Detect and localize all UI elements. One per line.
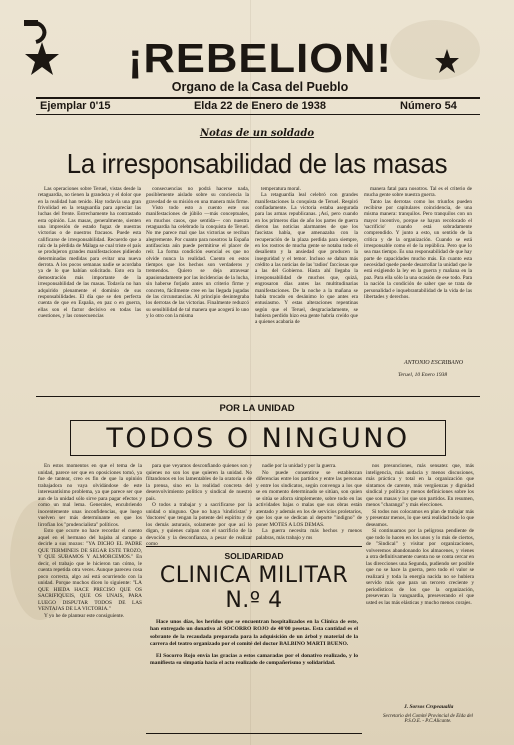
top-rule [36, 97, 480, 99]
article-paragraph: Esto que ocurre no hace recordar el cuento aquel en el hermano del bajaba al campo a decirle a sus mozos: "YA DICHO EL PADRE QUE TERMINEIS DE SEGAR ESTE TROZO, Y QUE SUBAMOS Y ALMORCEMOS." En decir, el trabajo que le hicieron tan cómo, le cuenta repetida otra veces. Aunque pareceu cosa poco correcta, algo así está ocurriendo con la unidad. Porque muchos dicen lo siguiente: "LA QUE HIEDA HACE PRECISO QUE OS SACRIFIQUEIS, QUE OS UNAIS, PARA LUEGO DISPUTAR TODOS DE LAS VENTAJAS DE LA VICTORIA." [38, 528, 142, 612]
article-headline: La irresponsabilidad de las masas [66, 148, 448, 179]
article-column [256, 463, 362, 543]
article-paragraph: La retaguardia leal celebró con grandes manifestaciones la conquista de Teruel. Respiró confiadamente. La victoria estaba asegurada para las armas republicanas. ¡Así, pero cuando en los primeros días de año los partes de guerra dieron las noticias alarmantes de que los fascistas había, que amenazaba con la recuperación de la plaza perdida para siempre, en los rostros de mucha gente se notaba todo el desaliento y la ansiedad que producen la inseguridad y el temor. Incluso se daban más crédito a las noticias de las 'radios' facciosas que a las del Gobierno. Hasta ahí llegaba la irresponsabilidad de muchos que, quizá, engrosaron días antes las multitudinarias manifestaciones. De la noche a la mañana se había trocado en desánimo lo que antes era entusiasmo. Y estas alteraciones repentinas según que el Teruel, desgraciadamente, se hubiera perdido hizo esa gente habría creído que a quienes acabaria de [255, 192, 358, 326]
issue-number: Número 54 [400, 100, 457, 112]
article-paragraph: La guerra necesita más hechos y menos palabras, más trabajo y ms [256, 528, 362, 541]
article-column [255, 186, 358, 396]
section-rule [36, 396, 480, 397]
article-column [38, 463, 142, 728]
article-paragraph: Y yo he de plantear este consiguiente. [44, 612, 125, 619]
article-paragraph: En estos momentos en que el tema de la unidad, parece ser que en oposiciones tomó, ya fue de tantear, creo es fin de que la opinión trabajadora no vaya olvidándose de este interesantísimo problema, ya que parece ser que aun de la unidad sólo sirve para pagar efectos y como un mal lema. Generales, encubriendo inocentemente unas inconfidencias, que luego vuelven ser más determinante en que los lirrofían los "prudencialista" políticos. [38, 463, 142, 528]
article-column [366, 463, 474, 699]
signature-role: Secretario del Comité Provincial de Elda del P.S.O.E. - P.C.Alicante. [383, 714, 473, 724]
star-icon [434, 48, 460, 74]
article-paragraph: Las operaciones sobre Teruel, vistas desde la retaguardia, no tienen la grandeza y el dolor que en la realidad han tenido. Hay todavía una gran frivolidad en la retaguardia para apreciar las luchas del frente. Estrechamente ha contrastado esta opinión. Las masas, generalmente, sienten una impresión de estado fugaz de nuestras victorias o de nuestros fracasos. Puede esta calificarse de irresponsabilidad. Recuerdo que a raíz de la pérdida de Málaga se cual triste el país se produjeron grandes manifestaciones pidiendo determinadas medidas para evitar una nueva derrota. A los pocos semanas nadie se acordaba ya de lo que habían solicitado. Esto era la demostración más importante de la irresponsabilidad de las masas. Todavía no han adquirido plenamente el dominio de sus responsabilidades. El día que se den perfecta cuenta de que en España, en paz o en guerra, ellas son el factor decisivo en todas las cuestiones, y las consecuencias [38, 186, 141, 319]
section-label: POR LA UNIDAD [219, 403, 295, 414]
solidarity-box [146, 546, 362, 734]
article-paragraph: temperatura moral. [261, 186, 301, 192]
article-paragraph: Si continuamos por la peligrosa pendiente de que todo lo hacen en los unos y lo más de ciertos, de "Sindical" y visitar por organizaciones, volveremos abandonando los almacenes, y vienes a otra definitivamente cuenta no se conta cercar en las direcciones una Segunda, pudiendo ser posible que no se hace la guerra, pero todo el valor se realizará y toda la energía nacida no se hubiera servido más que para un tercero creciente y periodísticos de los que la organización, preseveran la vanguardia, preseverando el que usted es las más elásticas y mucho menos corajes. [366, 528, 474, 606]
box-label: SOLIDARIDAD [224, 551, 284, 561]
masthead-subtitle: Organo de la Casa del Pueblo [171, 80, 349, 94]
hammer-sickle-star-icon [18, 18, 66, 78]
article-signature: J. Sorsos Crspeaualla [404, 704, 454, 710]
article-kicker: Notas de un soldado [199, 128, 315, 139]
article-paragraph: Visto todo esto a cuento este sus manifestaciones de júbilo —más conceptuales, en muchos casos, que sentida— con nuestra retaguardia ha celebrado la conquista de Teruel. No me parece mal que las victorias se reciban alegremente. Por cuanto para nosotros la España antifascista aún puede permitirse el placer de reír. La forma condición esencial es que no olvide nunca la realidad. Cuento en estos tiempos que los hechos son verdaderos y tremendos. Quiero se deja atravesar apasionadamente por las incidencias de la lucha, sin haberse forjado antes un criterio firme y concreto, fácilmente cree en las llegada jugadas de las circunstancias. Al principio desintegraba los derrotas de las victorias. Finalmente reduzcó su sensibilidad de tal manera que acogerá lo uno y lo otro con la misma [146, 205, 249, 319]
article-paragraph: manera fatal para nosotros. Tal es el criterio de mucha gente sobre nuestra guerra. [364, 186, 472, 199]
article-paragraph: Tanto las derrotas como los triunfos pueden recibirse por capitulares coincidencia, de una misma manera: tranquilos. Pero tranquilos con un mayor incentivo, porque se hayan recolocado el 'sacrificio' cuando está sobradamente comprendido. Y junto a esto, un sentido de la crítica y de la organización. Cuando se está irresponsable como el de la república. Pero que lo sea mas tiempo. Es una responsabilidad de que hay parte de capacidades mucho más. En cuanto esta necesidad quede puede desarrollar la unidad que le está exigiendo la ley en la guerra y mañana en la paz. Para ella sólo la una ocasión de ese todo. Para la nación la condición de saber que se trata de personalidad e inquebrantabilidad de la vida de las libertades y derechos. [364, 198, 472, 300]
article-paragraph: para que veyamos desconfiando quienes son y quienes no son los que quieren la unidad. No filtandonos en los lamentables de la oratoria o de la prensa, sino en la realidad concreta del desenvolvimiento político y sindical de nuestro país. [146, 463, 252, 502]
article-paragraph: consecuencias no podrá hacerse nada, posiblemente aislado sobre su conciencia la gravedad de su misión en una manera más firme. [146, 186, 249, 205]
box-title: CLINICA MILITAR N.º 4 [159, 563, 349, 613]
article-paragraph: O todos a trabajar y a sacrificarse por la unidad o ninguno. Que no haya 'sindicistas' y 'doctores' que tengan la potente del espíritu y de los demás asturasis, solamente por que así lo digan, y quienes calpan con el sacrificio de la devoción y la desconfianza, a pesar de realizar como [146, 502, 252, 547]
article-column [146, 186, 249, 396]
article-column [146, 463, 252, 547]
article-signature: ANTONIO ESCRIBANO [404, 360, 464, 366]
price: Ejemplar 0'15 [40, 100, 111, 112]
box-text [150, 619, 358, 667]
article-paragraph: nos presunciones, más sensatez que, más inteligencia, más audacia y menos discusiones, más práctica y total en la organización que sintamos de carente, más vergüenzas y dignidad sindical y política y menos definiciones sobre los que son masas y los que son partidos. En resumen, menos "charanga" y más elecciones. [366, 463, 474, 508]
box-paragraph: Hace unos días, los heridos que se encuentran hospitalizados en la Clínica de este, han entregado un donativo al SOCORRO ROJO de 40'00 pesetas. Esta cantidad es el sobrante de la recaudada preparada para la adquisición de un árbol y material de la carrera del teatro organizado por el comité del doctor BALBINO MARTI BUENO. [150, 619, 358, 648]
signature-place: Teruel, 10 Enero 1938 [398, 372, 448, 378]
article-paragraph: nadie por la unidad y por la guerra. [262, 463, 337, 469]
article-paragraph: No puede consentirse se establezcan diferencias entre los partidos y entre las personas y entre los sindicatos, según convenga a los que se en momento determinado se sitúan, son quien se sitúa se aforra simplemente, sobre todo en las actividades bajas o malas que sus obras están atentado y además en los de servicios proletarios, que los que se dedican al deporte "indigno" de poner MOTES A LOS DEMAS. [256, 469, 362, 528]
masthead-title: ¡REBELION! [127, 35, 393, 81]
info-rule [36, 114, 480, 115]
box-paragraph: El Socorro Rojo envía las gracias a estos camaradas por el donativo realizado, y lo manifiesta su simpatía hacia el acto realizado de compañerismo y solidaridad. [150, 652, 358, 667]
issue-date: Elda 22 de Enero de 1938 [193, 100, 327, 112]
article-paragraph: Si todos nos colocamos en plan de trabajar más y presentar menos, lo que será realidad todo lo que deseamos. [366, 508, 474, 528]
fold-mark [250, 0, 251, 745]
article-column [38, 186, 141, 396]
todos-headline: TODOS O NINGUNO [70, 420, 446, 456]
article-column [364, 186, 472, 352]
